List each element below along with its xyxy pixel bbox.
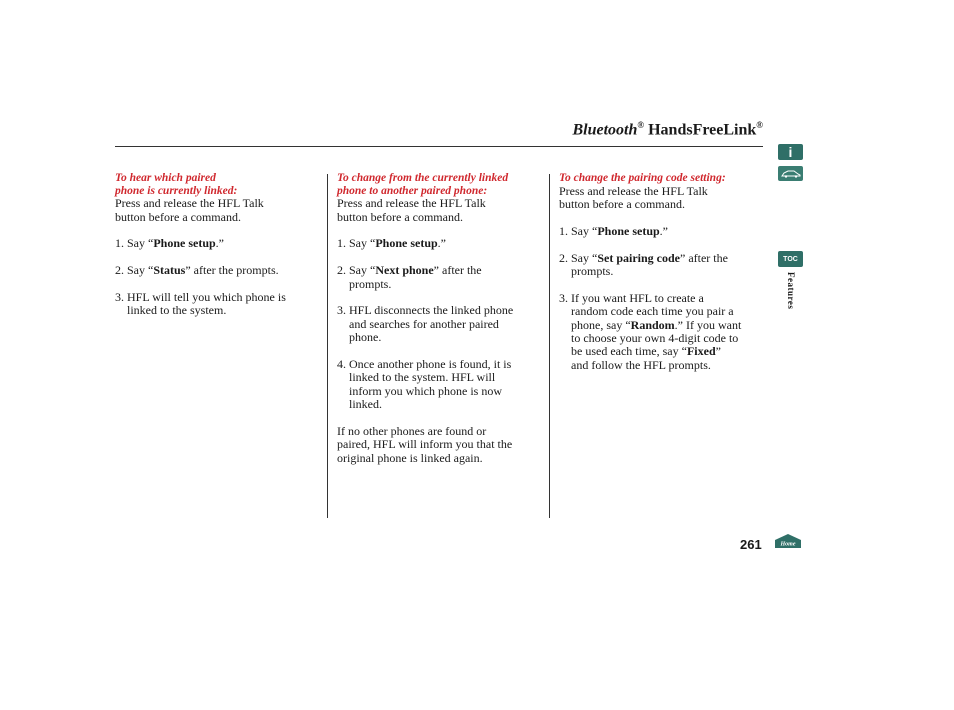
text: and searches for another paired: [349, 316, 499, 331]
text: to choose your own 4-digit code to: [571, 331, 739, 346]
text: 1. Say “: [115, 236, 154, 251]
column-change-linked: [337, 172, 549, 465]
section-heading: [559, 172, 771, 185]
text-line: original phone is linked again.: [337, 450, 483, 465]
heading-line: To hear which paired: [115, 172, 216, 184]
column-hear-linked: [115, 172, 327, 318]
intro-text: [115, 197, 327, 224]
heading-line: phone is currently linked:: [115, 184, 238, 197]
text: 4. Once another phone is found, it is: [337, 357, 512, 371]
column-pairing-code: [559, 172, 771, 372]
info-icon: i: [788, 144, 793, 160]
column-divider-1: [327, 174, 328, 518]
step-2: [115, 264, 327, 277]
intro-text: [337, 197, 549, 224]
command-text: Random: [630, 317, 675, 332]
step-2: [559, 252, 771, 279]
text: prompts.: [349, 276, 392, 291]
command-text: Phone setup: [375, 236, 438, 251]
text-line: If no other phones are found or: [337, 424, 487, 439]
section-side-label: Features: [786, 272, 796, 310]
heading-line: phone to another paired phone:: [337, 184, 488, 197]
text: ” after the prompts.: [185, 263, 279, 278]
command-text: Set pairing code: [597, 250, 680, 265]
heading-line: To change the pairing code setting:: [559, 172, 726, 184]
text: inform you which phone is now: [349, 383, 502, 398]
heading-line: To change from the currently linked: [337, 172, 509, 184]
text: ”: [715, 344, 721, 359]
toc-label: TOC: [783, 255, 798, 263]
section-heading: [337, 172, 549, 197]
page-title: [572, 120, 763, 139]
step-1: [115, 237, 327, 250]
text-line: Press and release the HFL Talk: [337, 196, 486, 211]
text-line: button before a command.: [337, 209, 463, 224]
text: be used each time, say “: [571, 344, 687, 359]
command-text: Phone setup: [597, 223, 660, 238]
text: 2. Say “: [559, 250, 598, 265]
text: linked to the system.: [127, 303, 227, 318]
text: .”: [215, 236, 224, 251]
home-button[interactable]: [774, 533, 802, 549]
text: phone.: [349, 330, 382, 345]
page-number: 261: [740, 537, 762, 552]
text: and follow the HFL prompts.: [571, 357, 711, 372]
step-3: [559, 292, 771, 372]
text: 3. HFL disconnects the linked phone: [337, 303, 514, 318]
text: 1. Say “: [337, 236, 376, 251]
step-1: [559, 225, 771, 238]
text-line: button before a command.: [115, 209, 241, 224]
text-line: paired, HFL will inform you that the: [337, 437, 513, 452]
text: ” after the: [680, 250, 728, 265]
text: 1. Say “: [559, 223, 598, 238]
text: .”: [437, 236, 446, 251]
text-line: Press and release the HFL Talk: [115, 196, 264, 211]
note-text: [337, 425, 549, 465]
command-text: Next phone: [375, 263, 434, 278]
text: ” after the: [433, 263, 482, 278]
text: phone, say “: [571, 317, 631, 332]
command-text: Status: [153, 263, 186, 278]
text-line: button before a command.: [559, 197, 685, 211]
text: prompts.: [571, 264, 614, 278]
title-handsfreelink: HandsFreeLink: [644, 121, 757, 139]
step-3: [115, 291, 327, 318]
title-reg-mark: ®: [637, 120, 645, 130]
intro-text: [559, 185, 771, 212]
step-1: [337, 237, 549, 250]
text: linked to the system. HFL will: [349, 370, 496, 385]
text: linked.: [349, 397, 382, 412]
header-rule: [115, 146, 763, 147]
title-bluetooth: Bluetooth: [572, 121, 638, 139]
text: .”: [659, 223, 668, 238]
step-3: [337, 304, 549, 344]
command-text: Phone setup: [153, 236, 216, 251]
text: 2. Say “: [337, 263, 376, 278]
command-text: Fixed: [686, 344, 716, 359]
toc-button[interactable]: [778, 251, 803, 267]
step-2: [337, 264, 549, 291]
vehicle-index-button[interactable]: [778, 166, 803, 181]
text: 3. If you want HFL to create a: [559, 290, 704, 305]
car-icon: [781, 169, 801, 178]
home-icon: [774, 533, 802, 549]
text: 2. Say “: [115, 263, 154, 278]
section-heading: [115, 172, 327, 197]
text: random code each time you pair a: [571, 304, 734, 319]
column-divider-2: [549, 174, 550, 518]
text: .” If you want: [674, 317, 742, 332]
text: 3. HFL will tell you which phone is: [115, 289, 286, 304]
home-label: Home: [780, 541, 796, 548]
title-reg-mark-2: ®: [756, 120, 763, 130]
info-button[interactable]: [778, 144, 803, 160]
step-4: [337, 358, 549, 412]
text-line: Press and release the HFL Talk: [559, 183, 708, 198]
